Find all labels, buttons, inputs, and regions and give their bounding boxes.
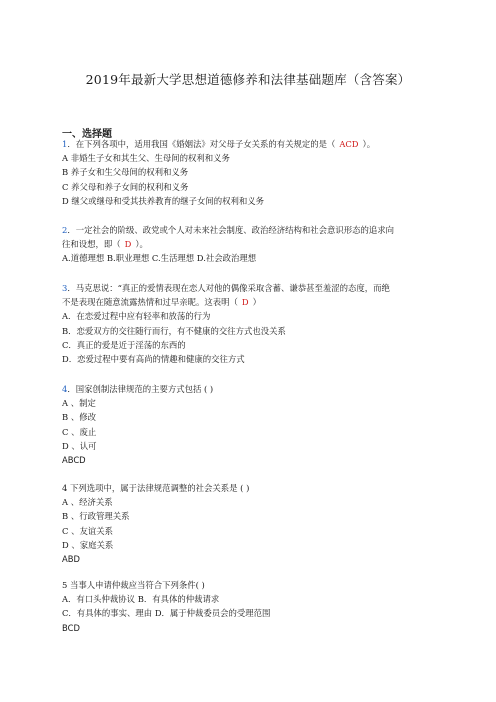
answer-line: BCD [62, 622, 80, 633]
answer-line: ABD [62, 554, 80, 565]
question-6 [62, 578, 436, 635]
question-6-stem: 5 当事人申请仲裁应当符合下列条件( ) [62, 580, 205, 590]
option-cd: C．有具体的事实、理由 D．属于仲裁委员会的受理范围 [62, 608, 271, 619]
question-text-end: ）。 [135, 239, 148, 250]
question-2-stem [62, 223, 436, 237]
option-d: D 、家庭关系 [62, 539, 114, 550]
question-5-stem: 4 下列选项中，属于法律规范调整的社会关系是 ( ) [62, 483, 250, 493]
question-number: 1 [62, 139, 68, 149]
question-3 [62, 281, 436, 366]
option-d: D．恋爱过程中要有高尚的情趣和健康的交往方式 [62, 354, 245, 365]
option-b: B 、行政管理关系 [62, 511, 130, 522]
question-text: ．一定社会的阶级、政党或个人对未来社会制度、政治经济结构和社会意识形态的追求向 [67, 225, 394, 235]
option-d: D 、认可 [62, 440, 97, 451]
option-d: D 继父或继母和受其扶养教育的继子女间的权利和义务 [62, 195, 265, 206]
option-ab: A．有口头仲裁协议 B．有具体的仲裁请求 [62, 594, 220, 605]
option-b: B 、修改 [62, 412, 96, 423]
options-line: A.道德理想 B.职业理想 C.生活理想 D.社会政治理想 [62, 253, 257, 264]
question-2 [62, 223, 436, 266]
question-4-stem [62, 382, 436, 396]
option-b: B 养子女和生父母间的权利和义务 [62, 167, 189, 178]
option-a: A 非婚生子女和其生父、生母间的权利和义务 [62, 153, 230, 164]
answer-key: D [124, 239, 132, 250]
question-number: 4 [62, 384, 68, 394]
option-c: C 养父母和养子女间的权利和义务 [62, 181, 189, 192]
option-a: A．在恋爱过程中应有轻率和放荡的行为 [62, 311, 211, 322]
question-3-stem [62, 281, 436, 295]
question-number: 3 [62, 283, 68, 293]
question-number: 2 [62, 225, 68, 235]
section-heading: 一、选择题 [62, 129, 112, 140]
option-b: B．恋爱双方的交往随行而行，有不健康的交往方式也没关系 [62, 325, 286, 336]
question-text-end: ） [252, 297, 261, 308]
option-a: A 、经济关系 [62, 497, 113, 508]
question-text: ．在下列各项中，适用我国《婚姻法》对父母子女关系的有关规定的是（ [67, 139, 336, 149]
question-text: 往和设想，即（ [62, 239, 121, 250]
question-text: ．马克思说：“真正的爱情表现在恋人对他的偶像采取含蓄、谦恭甚至羞涩的态度，而绝 [67, 283, 390, 293]
question-3-stem-cont [62, 295, 436, 309]
answer-key: D [241, 297, 249, 308]
question-2-stem-cont [62, 237, 436, 251]
question-1-stem [62, 137, 436, 151]
question-text: ．国家创制法律规范的主要方式包括 ( ) [67, 384, 214, 394]
document-title: 2019年最新大学思想道德修养和法律基础题库（含答案） [85, 72, 411, 87]
question-1 [62, 137, 436, 208]
question-4 [62, 382, 436, 467]
answer-line: ABCD [62, 455, 86, 466]
option-c: C 、友谊关系 [62, 525, 113, 536]
option-c: C 、废止 [62, 426, 97, 437]
question-5 [62, 481, 436, 566]
answer-key: ACD [339, 139, 359, 149]
option-c: C．真正的爱是近于淫荡的东西的 [62, 339, 186, 350]
question-text: 不是表现在随意流露热情和过早亲昵。这表明（ [62, 297, 238, 308]
question-text-end: ）。 [362, 139, 376, 149]
option-a: A 、制定 [62, 398, 96, 409]
